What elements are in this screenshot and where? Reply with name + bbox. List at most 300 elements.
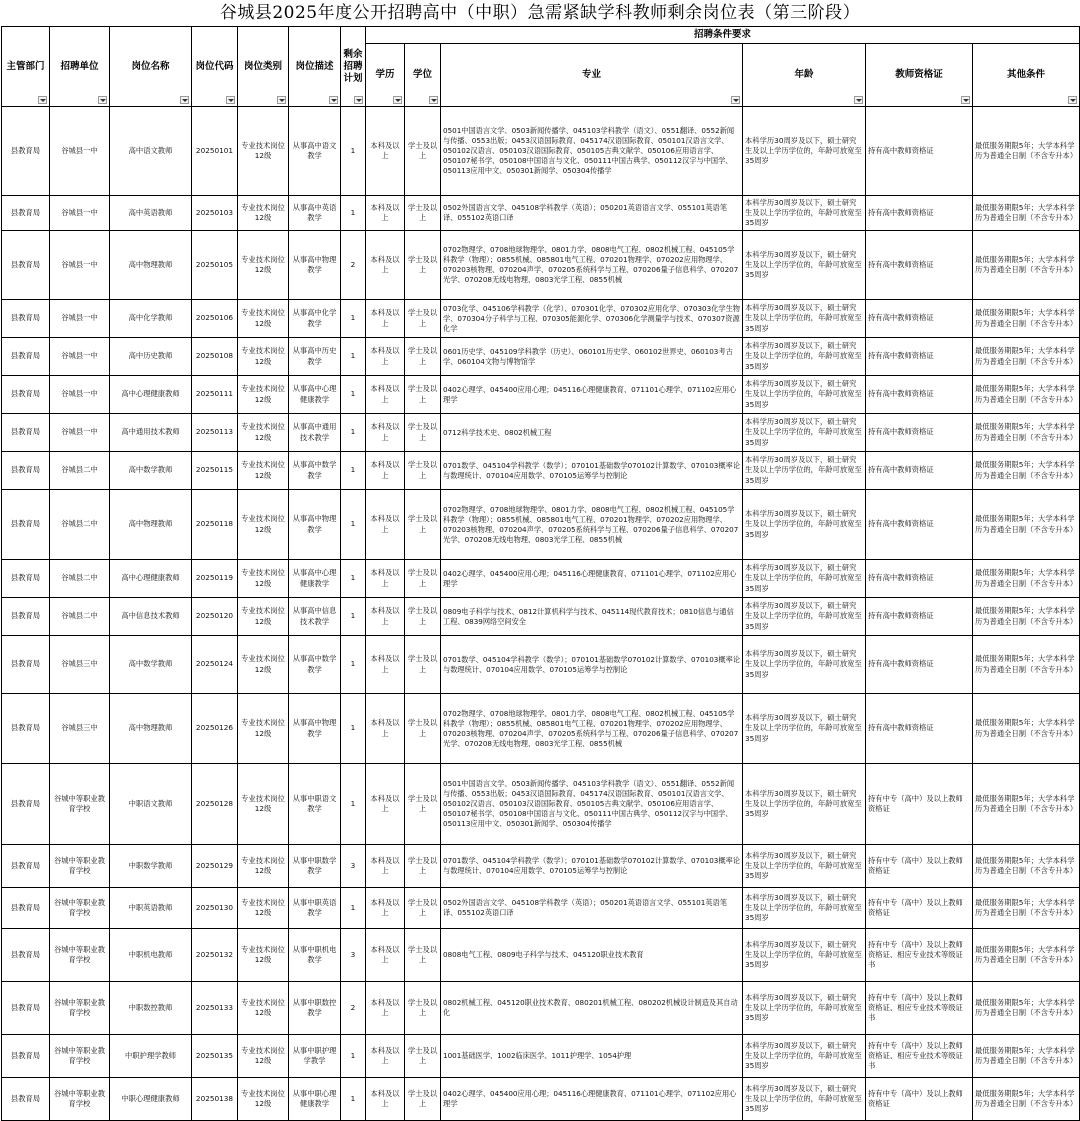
cell-category: 专业技术岗位12级	[238, 1078, 289, 1121]
cell-edu: 本科及以上	[366, 452, 405, 490]
cell-age: 本科学历30周岁及以下，硕士研究生及以上学历学位的，年龄可放宽至35周岁	[743, 888, 866, 929]
cell-other: 最低服务期限5年；大学本科学历为普通全日制（不含专升本）	[973, 888, 1080, 929]
cell-post: 高中物理教师	[110, 490, 192, 560]
cell-edu: 本科及以上	[366, 1035, 405, 1078]
cell-dept: 县教育局	[2, 231, 50, 300]
cell-code: 20250135	[192, 1035, 238, 1078]
filter-dropdown-icon[interactable]	[277, 96, 286, 104]
cell-age: 本科学历30周岁及以下，硕士研究生及以上学历学位的，年龄可放宽至35周岁	[743, 300, 866, 338]
cell-category: 专业技术岗位12级	[238, 1035, 289, 1078]
cell-degree: 学士及以上	[405, 107, 441, 196]
cell-age: 本科学历30周岁及以下，硕士研究生及以上学历学位的，年龄可放宽至35周岁	[743, 490, 866, 560]
header-post[interactable]: 岗位名称	[110, 27, 192, 107]
cell-cert: 持有高中教师资格证	[866, 414, 973, 452]
cell-cert: 持有高中教师资格证	[866, 300, 973, 338]
cell-plan: 1	[341, 1078, 366, 1121]
cell-major: 0501中国语言文学、0503新闻传播学、045103学科教学（语文）、0551翻译、0552新闻与传播、0553出版；0453汉语国际教育、045174汉语国际教育、050101汉语言文学、050102汉语言、050103汉语国际教育、050105古典文献学、050106应用语言学、050107秘书学、050108中国语言与文化、050111中国古典学、050112汉字与中国学、050113应用中文、050301新闻学、050304传播学	[441, 764, 743, 845]
header-category[interactable]: 岗位类别	[238, 27, 289, 107]
cell-major: 0712科学技术史、0802机械工程	[441, 414, 743, 452]
cell-edu: 本科及以上	[366, 1078, 405, 1121]
table-row	[2, 694, 1080, 764]
header-dept[interactable]: 主管部门	[2, 27, 50, 107]
cell-post: 中职机电教师	[110, 929, 192, 982]
cell-plan: 1	[341, 196, 366, 231]
table-row	[2, 1035, 1080, 1078]
cell-cert: 持有高中教师资格证	[866, 490, 973, 560]
cell-age: 本科学历30周岁及以下，硕士研究生及以上学历学位的，年龄可放宽至35周岁	[743, 196, 866, 231]
cell-category: 专业技术岗位12级	[238, 845, 289, 888]
table-row	[2, 982, 1080, 1035]
cell-category: 专业技术岗位12级	[238, 300, 289, 338]
cell-cert: 持有高中教师资格证	[866, 598, 973, 636]
table-row	[2, 231, 1080, 300]
cell-category: 专业技术岗位12级	[238, 694, 289, 764]
cell-edu: 本科及以上	[366, 636, 405, 694]
table-row	[2, 764, 1080, 845]
cell-unit: 谷城县一中	[50, 338, 110, 376]
cell-plan: 3	[341, 929, 366, 982]
filter-dropdown-icon[interactable]	[98, 96, 107, 104]
cell-edu: 本科及以上	[366, 929, 405, 982]
cell-plan: 1	[341, 888, 366, 929]
cell-code: 20250119	[192, 560, 238, 598]
cell-desc: 从事中职数控教学	[289, 982, 341, 1035]
cell-code: 20250120	[192, 598, 238, 636]
table-row	[2, 414, 1080, 452]
cell-cert: 持有中专（高中）及以上教师资格证、相应专业技术等级证书	[866, 982, 973, 1035]
cell-edu: 本科及以上	[366, 694, 405, 764]
table-row	[2, 452, 1080, 490]
cell-degree: 学士及以上	[405, 196, 441, 231]
cell-plan: 1	[341, 107, 366, 196]
cell-unit: 谷城县二中	[50, 490, 110, 560]
cell-cert: 持有高中教师资格证	[866, 231, 973, 300]
cell-major: 0701数学、045104学科教学（数学）；070101基础数学070102计算数学、070103概率论与数理统计、070104应用数学、070105运筹学与控制论	[441, 452, 743, 490]
cell-cert: 持有高中教师资格证	[866, 452, 973, 490]
cell-post: 高中语文教师	[110, 107, 192, 196]
cell-desc: 从事高中物理教学	[289, 694, 341, 764]
cell-plan: 2	[341, 231, 366, 300]
cell-other: 最低服务期限5年；大学本科学历为普通全日制（不含专升本）	[973, 598, 1080, 636]
cell-desc: 从事中职护理学教学	[289, 1035, 341, 1078]
cell-desc: 从事高中英语教学	[289, 196, 341, 231]
cell-plan: 1	[341, 636, 366, 694]
cell-unit: 谷城中等职业教育学校	[50, 1035, 110, 1078]
cell-post: 高中心理健康教师	[110, 560, 192, 598]
table-row	[2, 338, 1080, 376]
cell-desc: 从事高中语文教学	[289, 107, 341, 196]
cell-code: 20250132	[192, 929, 238, 982]
cell-post: 中职英语教师	[110, 888, 192, 929]
cell-edu: 本科及以上	[366, 414, 405, 452]
header-major[interactable]: 专业	[441, 44, 743, 107]
cell-post: 中职心理健康教师	[110, 1078, 192, 1121]
cell-other: 最低服务期限5年；大学本科学历为普通全日制（不含专升本）	[973, 414, 1080, 452]
cell-code: 20250111	[192, 376, 238, 414]
positions-table	[1, 26, 1080, 1121]
cell-edu: 本科及以上	[366, 300, 405, 338]
cell-desc: 从事高中物理教学	[289, 490, 341, 560]
cell-dept: 县教育局	[2, 107, 50, 196]
filter-dropdown-icon[interactable]	[354, 96, 363, 104]
cell-desc: 从事高中通用技术教学	[289, 414, 341, 452]
cell-dept: 县教育局	[2, 414, 50, 452]
cell-plan: 1	[341, 764, 366, 845]
cell-other: 最低服务期限5年；大学本科学历为普通全日制（不含专升本）	[973, 452, 1080, 490]
cell-major: 0701数学、045104学科教学（数学）；070101基础数学070102计算数学、070103概率论与数理统计、070104应用数学、070105运筹学与控制论	[441, 636, 743, 694]
cell-major: 1001基础医学、1002临床医学、1011护理学、1054护理	[441, 1035, 743, 1078]
cell-major: 0809电子科学与技术、0812计算机科学与技术、045114现代教育技术；0810信息与通信工程、0839网络空间安全	[441, 598, 743, 636]
cell-category: 专业技术岗位12级	[238, 636, 289, 694]
cell-dept: 县教育局	[2, 1035, 50, 1078]
table-row	[2, 560, 1080, 598]
cell-unit: 谷城县一中	[50, 414, 110, 452]
cell-category: 专业技术岗位12级	[238, 107, 289, 196]
cell-code: 20250106	[192, 300, 238, 338]
cell-age: 本科学历30周岁及以下，硕士研究生及以上学历学位的，年龄可放宽至35周岁	[743, 338, 866, 376]
cell-plan: 1	[341, 300, 366, 338]
cell-plan: 1	[341, 452, 366, 490]
cell-plan: 3	[341, 845, 366, 888]
cell-plan: 2	[341, 982, 366, 1035]
cell-unit: 谷城县二中	[50, 452, 110, 490]
table-row	[2, 845, 1080, 888]
cell-age: 本科学历30周岁及以下，硕士研究生及以上学历学位的，年龄可放宽至35周岁	[743, 598, 866, 636]
cell-dept: 县教育局	[2, 1078, 50, 1121]
cell-code: 20250103	[192, 196, 238, 231]
table-row	[2, 888, 1080, 929]
cell-category: 专业技术岗位12级	[238, 888, 289, 929]
cell-edu: 本科及以上	[366, 338, 405, 376]
cell-category: 专业技术岗位12级	[238, 598, 289, 636]
cell-other: 最低服务期限5年；大学本科学历为普通全日制（不含专升本）	[973, 490, 1080, 560]
filter-dropdown-icon[interactable]	[38, 96, 47, 104]
cell-cert: 持有高中教师资格证	[866, 107, 973, 196]
cell-unit: 谷城县一中	[50, 376, 110, 414]
cell-category: 专业技术岗位12级	[238, 764, 289, 845]
cell-cert: 持有中专（高中）及以上教师资格证、相应专业技术等级证书	[866, 1035, 973, 1078]
cell-degree: 学士及以上	[405, 338, 441, 376]
cell-unit: 谷城县三中	[50, 636, 110, 694]
cell-unit: 谷城县一中	[50, 107, 110, 196]
cell-degree: 学士及以上	[405, 929, 441, 982]
cell-unit: 谷城县一中	[50, 300, 110, 338]
table-row	[2, 1078, 1080, 1121]
cell-post: 高中历史教师	[110, 338, 192, 376]
cell-other: 最低服务期限5年；大学本科学历为普通全日制（不含专升本）	[973, 300, 1080, 338]
cell-category: 专业技术岗位12级	[238, 196, 289, 231]
cell-post: 中职护理学教师	[110, 1035, 192, 1078]
cell-post: 高中物理教师	[110, 231, 192, 300]
cell-other: 最低服务期限5年；大学本科学历为普通全日制（不含专升本）	[973, 764, 1080, 845]
table-row	[2, 196, 1080, 231]
cell-dept: 县教育局	[2, 376, 50, 414]
cell-cert: 持有高中教师资格证	[866, 376, 973, 414]
cell-degree: 学士及以上	[405, 888, 441, 929]
cell-desc: 从事高中物理教学	[289, 231, 341, 300]
cell-code: 20250126	[192, 694, 238, 764]
cell-major: 0702物理学、0708地球物理学、0801力学、0808电气工程、0802机械工程、045105学科教学（物理）；0855机械、085801电气工程、070201物理学、070202应用物理学、070203核物理、070204声学、070205系统科学与工程、070206量子信息科学、070207光学、070208无线电物理、0803光学工程、0855机械	[441, 694, 743, 764]
cell-cert: 持有高中教师资格证	[866, 196, 973, 231]
filter-dropdown-icon[interactable]	[180, 96, 189, 104]
header-code[interactable]: 岗位代码	[192, 27, 238, 107]
cell-other: 最低服务期限5年；大学本科学历为普通全日制（不含专升本）	[973, 1035, 1080, 1078]
cell-cert: 持有高中教师资格证	[866, 636, 973, 694]
cell-plan: 1	[341, 560, 366, 598]
cell-dept: 县教育局	[2, 560, 50, 598]
cell-degree: 学士及以上	[405, 300, 441, 338]
cell-edu: 本科及以上	[366, 560, 405, 598]
cell-post: 高中数学教师	[110, 452, 192, 490]
cell-dept: 县教育局	[2, 764, 50, 845]
cell-unit: 谷城中等职业教育学校	[50, 1078, 110, 1121]
cell-age: 本科学历30周岁及以下，硕士研究生及以上学历学位的，年龄可放宽至35周岁	[743, 982, 866, 1035]
cell-category: 专业技术岗位12级	[238, 560, 289, 598]
table-row	[2, 636, 1080, 694]
cell-category: 专业技术岗位12级	[238, 452, 289, 490]
cell-category: 专业技术岗位12级	[238, 231, 289, 300]
header-degree[interactable]: 学位	[405, 44, 441, 107]
cell-edu: 本科及以上	[366, 598, 405, 636]
cell-category: 专业技术岗位12级	[238, 338, 289, 376]
cell-code: 20250128	[192, 764, 238, 845]
cell-cert: 持有中专（高中）及以上教师资格证	[866, 845, 973, 888]
filter-dropdown-icon[interactable]	[1068, 96, 1077, 104]
cell-other: 最低服务期限5年；大学本科学历为普通全日制（不含专升本）	[973, 107, 1080, 196]
cell-other: 最低服务期限5年；大学本科学历为普通全日制（不含专升本）	[973, 929, 1080, 982]
cell-degree: 学士及以上	[405, 452, 441, 490]
cell-edu: 本科及以上	[366, 845, 405, 888]
cell-post: 高中数学教师	[110, 636, 192, 694]
cell-edu: 本科及以上	[366, 982, 405, 1035]
filter-dropdown-icon[interactable]	[226, 96, 235, 104]
cell-degree: 学士及以上	[405, 414, 441, 452]
cell-other: 最低服务期限5年；大学本科学历为普通全日制（不含专升本）	[973, 338, 1080, 376]
cell-degree: 学士及以上	[405, 1035, 441, 1078]
cell-dept: 县教育局	[2, 196, 50, 231]
cell-degree: 学士及以上	[405, 982, 441, 1035]
cell-post: 中职数学教师	[110, 845, 192, 888]
cell-code: 20250133	[192, 982, 238, 1035]
cell-age: 本科学历30周岁及以下，硕士研究生及以上学历学位的，年龄可放宽至35周岁	[743, 376, 866, 414]
cell-dept: 县教育局	[2, 982, 50, 1035]
table-row	[2, 107, 1080, 196]
cell-edu: 本科及以上	[366, 107, 405, 196]
cell-post: 高中化学教师	[110, 300, 192, 338]
cell-code: 20250138	[192, 1078, 238, 1121]
cell-desc: 从事高中数学教学	[289, 452, 341, 490]
cell-desc: 从事高中历史教学	[289, 338, 341, 376]
table-row	[2, 300, 1080, 338]
filter-dropdown-icon[interactable]	[854, 96, 863, 104]
cell-desc: 从事高中心理健康教学	[289, 560, 341, 598]
cell-unit: 谷城县三中	[50, 694, 110, 764]
cell-cert: 持有高中教师资格证	[866, 338, 973, 376]
cell-major: 0702物理学、0708地球物理学、0801力学、0808电气工程、0802机械工程、045105学科教学（物理）；0855机械、085801电气工程、070201物理学、070202应用物理学、070203核物理、070204声学、070205系统科学与工程、070206量子信息科学、070207光学、070208无线电物理、0803光学工程、0855机械	[441, 231, 743, 300]
cell-edu: 本科及以上	[366, 888, 405, 929]
cell-desc: 从事中职机电教学	[289, 929, 341, 982]
table-row	[2, 929, 1080, 982]
cell-desc: 从事高中数学教学	[289, 636, 341, 694]
cell-other: 最低服务期限5年；大学本科学历为普通全日制（不含专升本）	[973, 845, 1080, 888]
cell-other: 最低服务期限5年；大学本科学历为普通全日制（不含专升本）	[973, 636, 1080, 694]
cell-degree: 学士及以上	[405, 845, 441, 888]
cell-code: 20250130	[192, 888, 238, 929]
cell-other: 最低服务期限5年；大学本科学历为普通全日制（不含专升本）	[973, 376, 1080, 414]
cell-cert: 持有中专（高中）及以上教师资格证	[866, 888, 973, 929]
cell-degree: 学士及以上	[405, 598, 441, 636]
cell-plan: 1	[341, 694, 366, 764]
cell-post: 高中信息技术教师	[110, 598, 192, 636]
cell-other: 最低服务期限5年；大学本科学历为普通全日制（不含专升本）	[973, 231, 1080, 300]
cell-category: 专业技术岗位12级	[238, 982, 289, 1035]
header-desc[interactable]: 岗位描述	[289, 27, 341, 107]
cell-plan: 1	[341, 338, 366, 376]
cell-dept: 县教育局	[2, 598, 50, 636]
cell-dept: 县教育局	[2, 300, 50, 338]
cell-code: 20250118	[192, 490, 238, 560]
cell-category: 专业技术岗位12级	[238, 376, 289, 414]
cell-major: 0802机械工程、045120职业技术教育、080201机械工程、080202机械设计制造及其自动化	[441, 982, 743, 1035]
cell-plan: 1	[341, 490, 366, 560]
cell-code: 20250113	[192, 414, 238, 452]
cell-age: 本科学历30周岁及以下，硕士研究生及以上学历学位的，年龄可放宽至35周岁	[743, 929, 866, 982]
cell-edu: 本科及以上	[366, 231, 405, 300]
filter-dropdown-icon[interactable]	[731, 96, 740, 104]
cell-age: 本科学历30周岁及以下，硕士研究生及以上学历学位的，年龄可放宽至35周岁	[743, 1078, 866, 1121]
table-body	[2, 107, 1080, 1121]
cell-dept: 县教育局	[2, 888, 50, 929]
cell-unit: 谷城中等职业教育学校	[50, 982, 110, 1035]
cell-code: 20250124	[192, 636, 238, 694]
cell-plan: 1	[341, 376, 366, 414]
cell-cert: 持有中专（高中）及以上教师资格证、相应专业技术等级证书	[866, 929, 973, 982]
cell-edu: 本科及以上	[366, 764, 405, 845]
cell-desc: 从事中职数学教学	[289, 845, 341, 888]
cell-age: 本科学历30周岁及以下，硕士研究生及以上学历学位的，年龄可放宽至35周岁	[743, 452, 866, 490]
cell-other: 最低服务期限5年；大学本科学历为普通全日制（不含专升本）	[973, 982, 1080, 1035]
cell-edu: 本科及以上	[366, 196, 405, 231]
cell-unit: 谷城县一中	[50, 231, 110, 300]
cell-post: 高中通用技术教师	[110, 414, 192, 452]
cell-age: 本科学历30周岁及以下，硕士研究生及以上学历学位的，年龄可放宽至35周岁	[743, 560, 866, 598]
cell-category: 专业技术岗位12级	[238, 414, 289, 452]
cell-major: 0808电气工程、0809电子科学与技术、045120职业技术教育	[441, 929, 743, 982]
cell-major: 0402心理学、045400应用心理；045116心理健康教育、071101心理学、071102应用心理学	[441, 1078, 743, 1121]
cell-category: 专业技术岗位12级	[238, 929, 289, 982]
cell-plan: 1	[341, 414, 366, 452]
cell-age: 本科学历30周岁及以下，硕士研究生及以上学历学位的，年龄可放宽至35周岁	[743, 1035, 866, 1078]
cell-major: 0402心理学、045400应用心理；045116心理健康教育、071101心理学、071102应用心理学	[441, 560, 743, 598]
cell-unit: 谷城县一中	[50, 196, 110, 231]
cell-cert: 持有高中教师资格证	[866, 694, 973, 764]
cell-age: 本科学历30周岁及以下，硕士研究生及以上学历学位的，年龄可放宽至35周岁	[743, 694, 866, 764]
cell-major: 0703化学、045106学科教学（化学）、070301化学、070302应用化学、070303化学生物学、070304分子科学与工程、070305能源化学、070306化学测量学与技术、070307资源化学	[441, 300, 743, 338]
table-row	[2, 598, 1080, 636]
cell-dept: 县教育局	[2, 694, 50, 764]
cell-major: 0502外国语言文学、045108学科教学（英语）；050201英语语言文学、055101英语笔译、055102英语口译	[441, 196, 743, 231]
cell-major: 0502外国语言文学、045108学科教学（英语）；050201英语语言文学、055101英语笔译、055102英语口译	[441, 888, 743, 929]
cell-other: 最低服务期限5年；大学本科学历为普通全日制（不含专升本）	[973, 196, 1080, 231]
cell-age: 本科学历30周岁及以下，硕士研究生及以上学历学位的，年龄可放宽至35周岁	[743, 414, 866, 452]
cell-unit: 谷城中等职业教育学校	[50, 845, 110, 888]
filter-dropdown-icon[interactable]	[429, 96, 438, 104]
header-edu[interactable]: 学历	[366, 44, 405, 107]
cell-degree: 学士及以上	[405, 231, 441, 300]
cell-code: 20250101	[192, 107, 238, 196]
header-age[interactable]: 年龄	[743, 44, 866, 107]
cell-age: 本科学历30周岁及以下，硕士研究生及以上学历学位的，年龄可放宽至35周岁	[743, 636, 866, 694]
cell-category: 专业技术岗位12级	[238, 490, 289, 560]
cell-dept: 县教育局	[2, 452, 50, 490]
cell-degree: 学士及以上	[405, 694, 441, 764]
cell-post: 中职语文教师	[110, 764, 192, 845]
header-group: 招聘条件要求	[366, 27, 1080, 44]
cell-degree: 学士及以上	[405, 764, 441, 845]
cell-desc: 从事高中心理健康教学	[289, 376, 341, 414]
cell-cert: 持有中专（高中）及以上教师资格证	[866, 1078, 973, 1121]
cell-major: 0402心理学、045400应用心理；045116心理健康教育、071101心理学、071102应用心理学	[441, 376, 743, 414]
cell-age: 本科学历30周岁及以下，硕士研究生及以上学历学位的，年龄可放宽至35周岁	[743, 107, 866, 196]
cell-dept: 县教育局	[2, 636, 50, 694]
cell-code: 20250115	[192, 452, 238, 490]
filter-dropdown-icon[interactable]	[393, 96, 402, 104]
cell-degree: 学士及以上	[405, 636, 441, 694]
cell-dept: 县教育局	[2, 338, 50, 376]
cell-post: 高中英语教师	[110, 196, 192, 231]
cell-other: 最低服务期限5年；大学本科学历为普通全日制（不含专升本）	[973, 560, 1080, 598]
filter-dropdown-icon[interactable]	[961, 96, 970, 104]
cell-age: 本科学历30周岁及以下，硕士研究生及以上学历学位的，年龄可放宽至35周岁	[743, 231, 866, 300]
cell-desc: 从事中职语文教学	[289, 764, 341, 845]
cell-unit: 谷城中等职业教育学校	[50, 764, 110, 845]
cell-unit: 谷城中等职业教育学校	[50, 929, 110, 982]
cell-desc: 从事中职英语教学	[289, 888, 341, 929]
cell-degree: 学士及以上	[405, 560, 441, 598]
page-title: 谷城县2025年度公开招聘高中（中职）急需紧缺学科教师剩余岗位表（第三阶段）	[219, 3, 861, 23]
cell-major: 0601历史学、045109学科教学（历史）、060101历史学、060102世界史、060103考古学、060104文物与博物馆学	[441, 338, 743, 376]
cell-post: 中职数控教师	[110, 982, 192, 1035]
cell-dept: 县教育局	[2, 845, 50, 888]
cell-major: 0701数学、045104学科教学（数学）；070101基础数学070102计算数学、070103概率论与数理统计、070104应用数学、070105运筹学与控制论	[441, 845, 743, 888]
table-row	[2, 490, 1080, 560]
cell-other: 最低服务期限5年；大学本科学历为普通全日制（不含专升本）	[973, 1078, 1080, 1121]
header-cert[interactable]: 教师资格证	[866, 44, 973, 107]
filter-dropdown-icon[interactable]	[329, 96, 338, 104]
cell-degree: 学士及以上	[405, 376, 441, 414]
header-other[interactable]: 其他条件	[973, 44, 1080, 107]
cell-code: 20250105	[192, 231, 238, 300]
cell-unit: 谷城中等职业教育学校	[50, 888, 110, 929]
cell-age: 本科学历30周岁及以下，硕士研究生及以上学历学位的，年龄可放宽至35周岁	[743, 845, 866, 888]
header-plan[interactable]: 剩余招聘计划	[341, 27, 366, 107]
cell-degree: 学士及以上	[405, 1078, 441, 1121]
cell-cert: 持有高中教师资格证	[866, 560, 973, 598]
cell-cert: 持有中专（高中）及以上教师资格证	[866, 764, 973, 845]
cell-unit: 谷城县二中	[50, 598, 110, 636]
cell-plan: 1	[341, 598, 366, 636]
cell-desc: 从事高中信息技术教学	[289, 598, 341, 636]
cell-code: 20250129	[192, 845, 238, 888]
cell-unit: 谷城县二中	[50, 560, 110, 598]
cell-post: 高中物理教师	[110, 694, 192, 764]
cell-desc: 从事中职心理健康教学	[289, 1078, 341, 1121]
cell-major: 0501中国语言文学、0503新闻传播学、045103学科教学（语文）、0551翻译、0552新闻与传播、0553出版；0453汉语国际教育、045174汉语国际教育、050101汉语言文学、050102汉语言、050103汉语国际教育、050105古典文献学、050106应用语言学、050107秘书学、050108中国语言与文化、050111中国古典学、050112汉字与中国学、050113应用中文、050301新闻学、050304传播学	[441, 107, 743, 196]
cell-edu: 本科及以上	[366, 376, 405, 414]
header-unit[interactable]: 招聘单位	[50, 27, 110, 107]
cell-plan: 1	[341, 1035, 366, 1078]
cell-degree: 学士及以上	[405, 490, 441, 560]
